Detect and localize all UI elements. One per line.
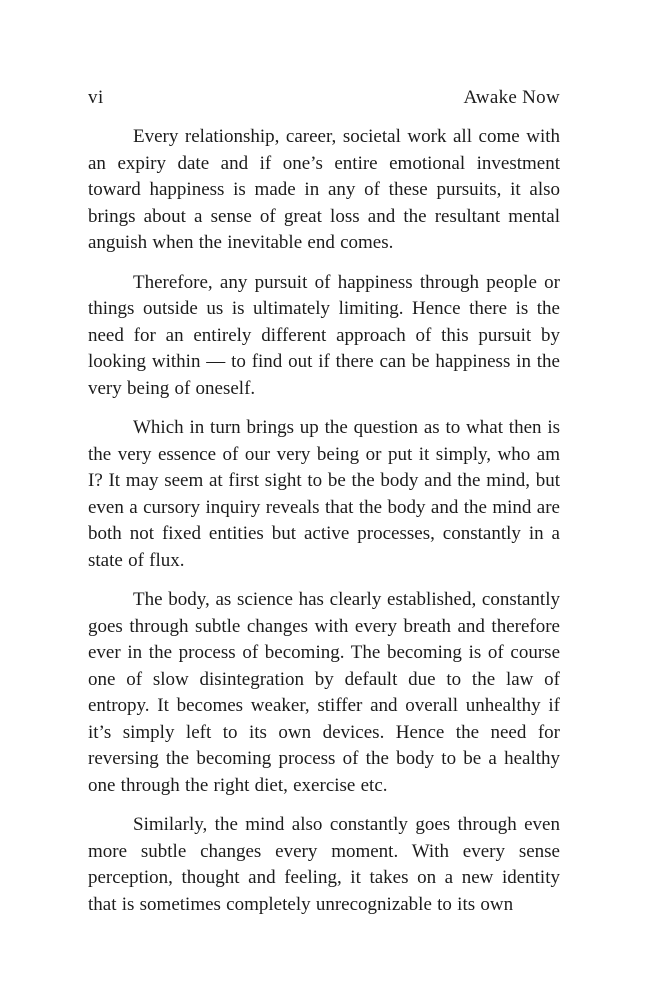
- paragraph: Therefore, any pursuit of happiness through people or things outside us is ultimately limiting. Hence there is the need for an entirely different approach of this pursuit by looking within — to find out if there can be happiness in the very being of oneself.: [88, 271, 560, 399]
- paragraph: Which in turn brings up the question as to what then is the very essence of our very being or put it simply, who am I? It may seem at first sight to be the body and the mind, but even a cursory inquiry reveals that the body and the mind are both not fixed entities but active processes, constantly in a state of flux.: [88, 417, 560, 571]
- running-head-book-title: Awake Now: [463, 87, 560, 108]
- paragraph: Every relationship, career, societal work all come with an expiry date and if one’s entire emotional investment toward happiness is made in any of these pursuits, it also brings about a sense of great loss and the resultant mental anguish when the inevitable end comes.: [88, 126, 560, 253]
- page-content: [88, 124, 560, 918]
- page-number: vi: [88, 87, 104, 108]
- paragraph: Similarly, the mind also constantly goes through even more subtle changes every moment. With every sense perception, thought and feeling, it takes on a new identity that is sometimes completely unrecognizable to its own: [88, 814, 560, 915]
- paragraph: The body, as science has clearly established, constantly goes through subtle changes with every breath and therefore ever in the process of becoming. The becoming is of course one of slow disintegration by default due to the law of entropy. It becomes weaker, stiffer and overall unhealthy if it’s simply left to its own devices. Hence the need for reversing the becoming process of the body to be a healthy one through the right diet, exercise etc.: [88, 589, 560, 796]
- page-header: [88, 88, 560, 108]
